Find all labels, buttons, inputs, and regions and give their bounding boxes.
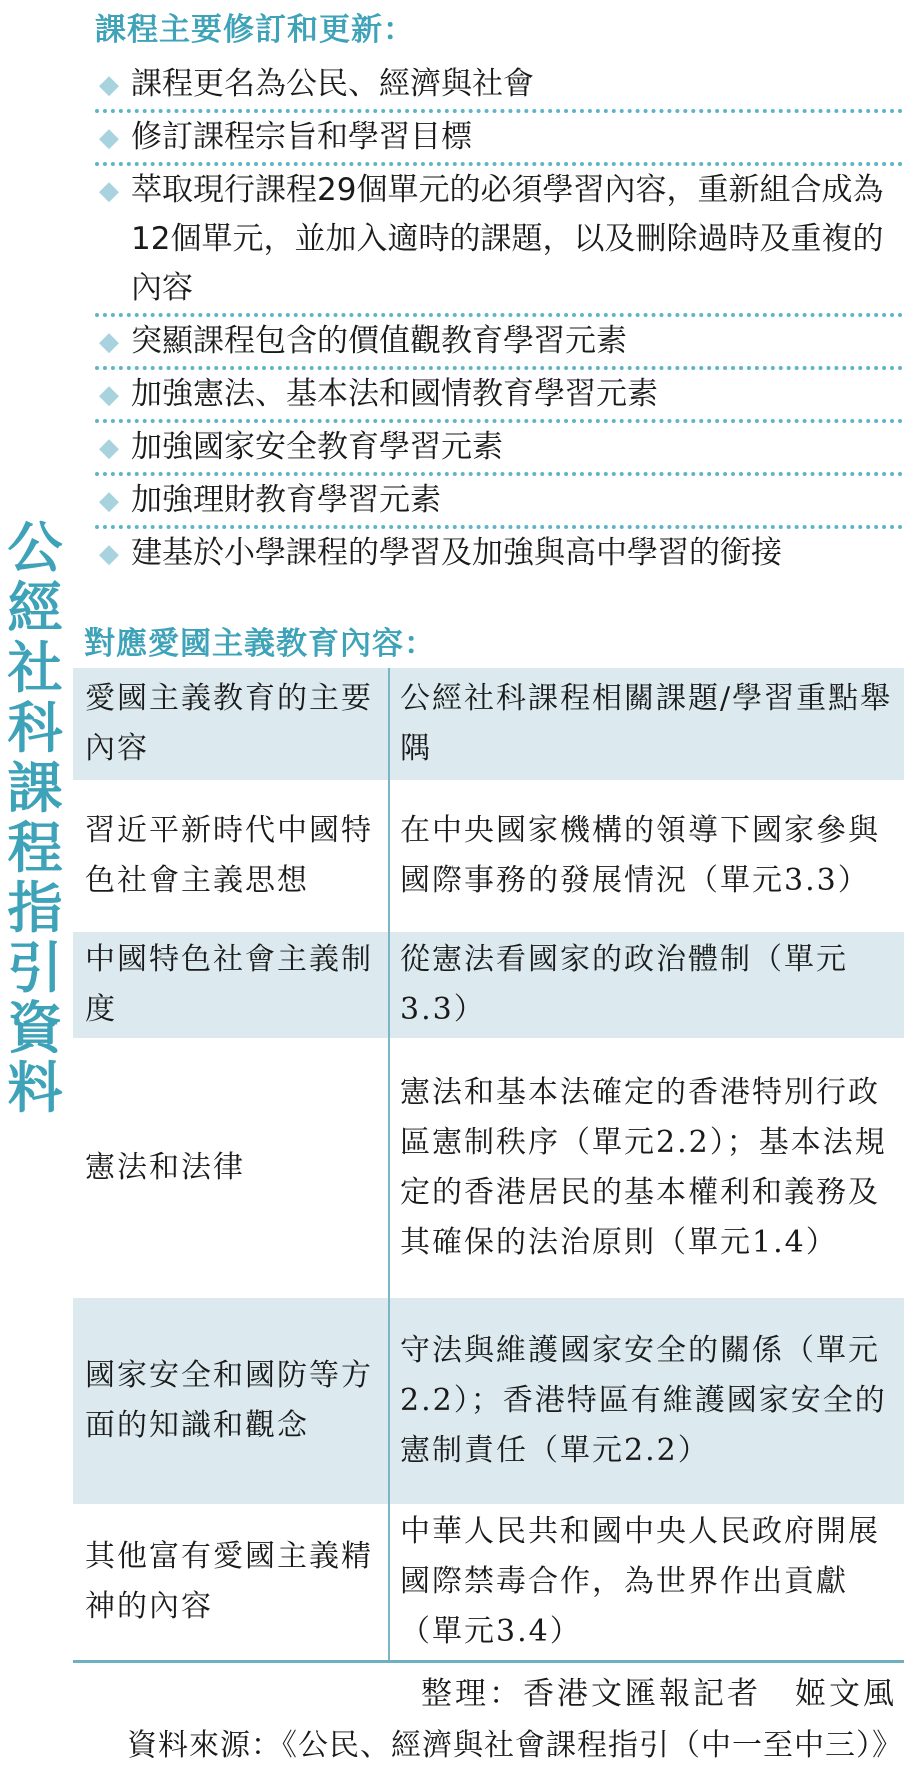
diamond-bullet-icon: ◆ <box>99 176 119 206</box>
side-title-char: 程 <box>7 815 63 880</box>
list-item-text: 加強憲法、基本法和國情教育學習元素 <box>131 376 658 412</box>
side-title-char: 資 <box>7 995 63 1060</box>
table-cell: 從憲法看國家的政治體制（單元3.3） <box>388 932 904 1038</box>
diamond-bullet-icon: ◆ <box>99 327 119 357</box>
side-title-char: 公 <box>7 515 63 580</box>
side-title-char: 經 <box>7 575 63 640</box>
revision-heading: 課程主要修訂和更新： <box>95 12 415 48</box>
side-title <box>4 515 66 1120</box>
table-row <box>73 1298 904 1504</box>
table-cell: 憲法和基本法確定的香港特別行政區憲制秩序（單元2.2）；基本法規定的香港居民的基本權利和義務及其確保的法治原則（單元1.4） <box>388 1038 904 1298</box>
side-title-char: 引 <box>7 935 63 1000</box>
table-cell: 其他富有愛國主義精神的內容 <box>85 1539 373 1624</box>
table-header-row <box>73 668 904 780</box>
list-item-text: 修訂課程宗旨和學習目標 <box>131 119 472 155</box>
list-item-text: 加強理財教育學習元素 <box>131 482 441 518</box>
table-cell: 守法與維護國家安全的關係（單元2.2）；香港特區有維護國家安全的憲制責任（單元2.2） <box>388 1298 904 1504</box>
table-header-cell: 愛國主義教育的主要內容 <box>85 681 373 766</box>
table-cell: 習近平新時代中國特色社會主義思想 <box>85 813 373 898</box>
diamond-bullet-icon: ◆ <box>99 123 119 153</box>
list-item <box>95 476 903 529</box>
list-item-text: 建基於小學課程的學習及加強與高中學習的銜接 <box>131 535 782 571</box>
table-cell: 中國特色社會主義制度 <box>85 942 373 1027</box>
revision-list <box>95 60 903 578</box>
list-item <box>95 113 903 166</box>
side-title-char: 課 <box>7 755 63 820</box>
patriotic-table <box>73 668 904 1663</box>
list-item <box>95 60 903 113</box>
list-item-text: 加強國家安全教育學習元素 <box>131 429 503 465</box>
list-item <box>95 423 903 476</box>
table-header-cell: 公經社科課程相關課題/學習重點舉隅 <box>388 668 904 780</box>
source-line: 資料來源：《公民、經濟與社會課程指引（中一至中三）》 <box>127 1728 903 1763</box>
table-row <box>73 932 904 1038</box>
diamond-bullet-icon: ◆ <box>99 433 119 463</box>
table-row <box>73 1038 904 1298</box>
patriotic-heading: 對應愛國主義教育內容： <box>84 626 436 662</box>
list-item <box>95 529 903 578</box>
credit-line: 整理：香港文匯報記者 姬文風 <box>421 1676 897 1712</box>
side-title-char: 料 <box>7 1055 63 1120</box>
diamond-bullet-icon: ◆ <box>99 539 119 569</box>
side-title-char: 指 <box>7 875 63 940</box>
diamond-bullet-icon: ◆ <box>99 70 119 100</box>
table-row <box>73 1504 904 1660</box>
list-item <box>95 317 903 370</box>
table-row <box>73 780 904 932</box>
side-title-char: 科 <box>7 695 63 760</box>
table-cell: 中華人民共和國中央人民政府開展國際禁毒合作，為世界作出貢獻（單元3.4） <box>388 1504 904 1660</box>
table-cell: 在中央國家機構的領導下國家參與國際事務的發展情況（單元3.3） <box>388 780 904 932</box>
diamond-bullet-icon: ◆ <box>99 486 119 516</box>
list-item <box>95 166 903 317</box>
list-item-text: 萃取現行課程29個單元的必須學習內容，重新組合成為12個單元，並加入適時的課題，以及刪除過時及重複的內容 <box>131 172 884 306</box>
list-item-text: 突顯課程包含的價值觀教育學習元素 <box>131 323 627 359</box>
side-title-char: 社 <box>7 635 63 700</box>
list-item <box>95 370 903 423</box>
diamond-bullet-icon: ◆ <box>99 380 119 410</box>
table-cell: 國家安全和國防等方面的知識和觀念 <box>85 1358 373 1443</box>
list-item-text: 課程更名為公民、經濟與社會 <box>131 66 534 102</box>
table-cell: 憲法和法律 <box>85 1150 245 1185</box>
